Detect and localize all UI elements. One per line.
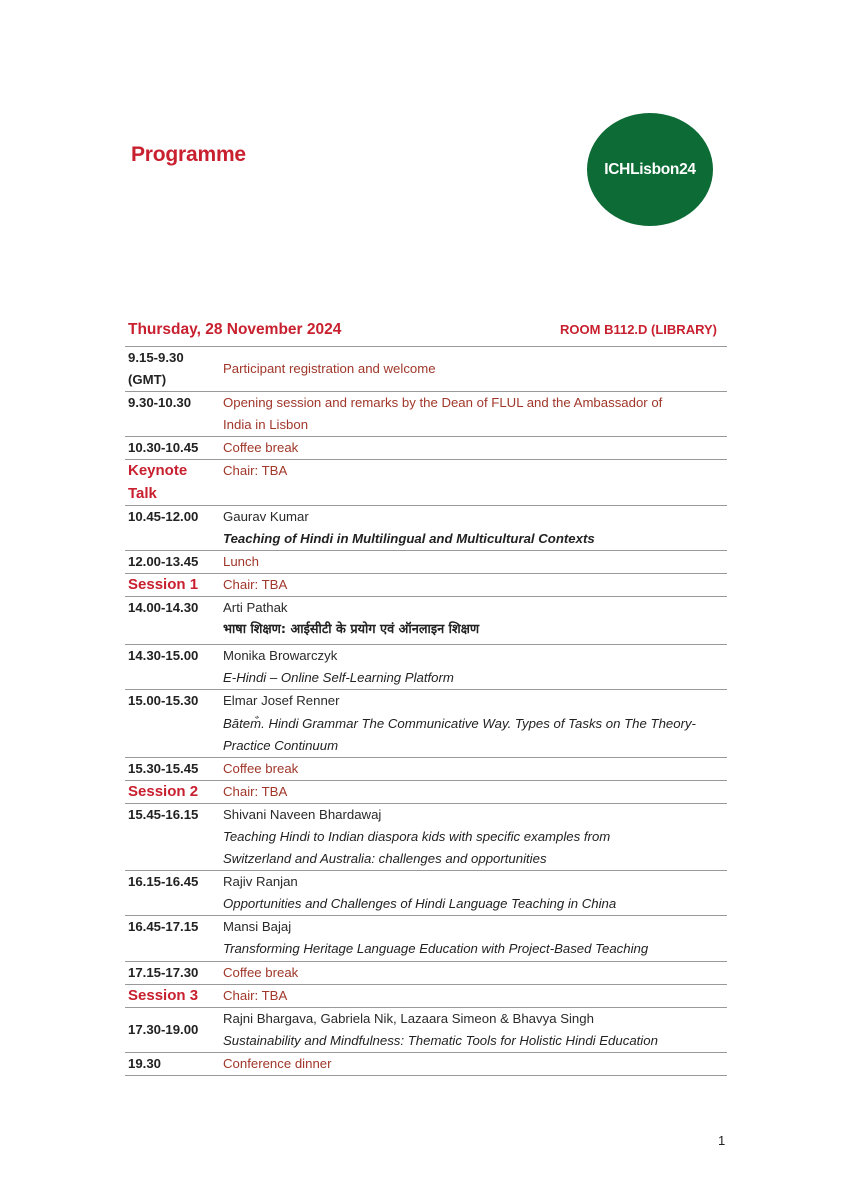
content-cell [219, 871, 727, 916]
talk-title: Bātem̐. Hindi Grammar The Communicative Way. Types of Tasks on The Theory- [223, 715, 696, 731]
time-cell: 19.30 [125, 1052, 219, 1075]
table-row [125, 505, 727, 550]
page-title: Programme [131, 143, 246, 166]
table-row [125, 573, 727, 596]
session-label: Keynote Talk [125, 460, 219, 505]
speaker-name: Elmar Josef Renner [223, 693, 340, 709]
talk-title: Practice Continuum [223, 737, 339, 753]
table-row [125, 780, 727, 803]
speaker-name: Shivani Naveen Bhardawaj [223, 806, 382, 822]
content-cell [219, 550, 727, 573]
day-title: Thursday, 28 November 2024 [128, 321, 342, 338]
chair-text: Chair: TBA [223, 987, 288, 1003]
content-cell [219, 460, 727, 505]
speaker-name: Rajni Bhargava, Gabriela Nik, Lazaara Simeon & Bhavya Singh [223, 1010, 594, 1026]
table-row [125, 1052, 727, 1075]
time-cell: 16.45-17.15 [125, 916, 219, 961]
talk-title: भाषा शिक्षण: आईसीटी के प्रयोग एवं ऑनलाइन शिक्षण [223, 622, 480, 638]
event-text: Opening session and remarks by the Dean of FLUL and the Ambassador of [223, 395, 663, 411]
content-cell [219, 347, 727, 392]
table-row [125, 961, 727, 984]
table-row [125, 916, 727, 961]
time-cell: 9.30-10.30 [125, 392, 219, 437]
talk-title: Transforming Heritage Language Education with Project-Based Teaching [223, 941, 649, 957]
content-cell [219, 1007, 727, 1052]
table-row [125, 690, 727, 757]
content-cell [219, 392, 727, 437]
table-row [125, 1007, 727, 1052]
table-row [125, 392, 727, 437]
table-row [125, 437, 727, 460]
event-text: Lunch [223, 553, 259, 569]
speaker-name: Gaurav Kumar [223, 508, 309, 524]
time-cell: 17.30-19.00 [125, 1007, 219, 1052]
table-row [125, 460, 727, 505]
content-cell [219, 690, 727, 757]
chair-text: Chair: TBA [223, 576, 288, 592]
table-row [125, 550, 727, 573]
table-row [125, 645, 727, 690]
table-row [125, 984, 727, 1007]
session-label: Session 3 [125, 984, 219, 1007]
content-cell [219, 780, 727, 803]
time-cell: 9.15-9.30 (GMT) [125, 347, 219, 392]
table-row [125, 757, 727, 780]
page-number: 1 [718, 1133, 726, 1148]
event-text: Coffee break [223, 760, 299, 776]
event-text: India in Lisbon [223, 417, 309, 433]
logo-text: ICHLisbon24 [604, 160, 696, 178]
speaker-name: Arti Pathak [223, 600, 288, 616]
room-label: ROOM B112.D (LIBRARY) [560, 322, 717, 337]
day-header [128, 321, 717, 339]
conference-logo [587, 113, 713, 226]
event-text: Coffee break [223, 964, 299, 980]
talk-title: Opportunities and Challenges of Hindi Language Teaching in China [223, 896, 617, 912]
time-cell: 10.45-12.00 [125, 505, 219, 550]
content-cell [219, 645, 727, 690]
chair-text: Chair: TBA [223, 783, 288, 799]
event-text: Coffee break [223, 440, 299, 456]
time-cell: 16.15-16.45 [125, 871, 219, 916]
time-cell: 15.00-15.30 [125, 690, 219, 757]
speaker-name: Monika Browarczyk [223, 648, 338, 664]
time-cell: 15.45-16.15 [125, 803, 219, 870]
content-cell [219, 597, 727, 645]
table-row [125, 597, 727, 645]
content-cell [219, 437, 727, 460]
time-cell: 14.30-15.00 [125, 645, 219, 690]
time-cell: 12.00-13.45 [125, 550, 219, 573]
table-row [125, 347, 727, 392]
content-cell [219, 1052, 727, 1075]
content-cell [219, 757, 727, 780]
time-cell: 15.30-15.45 [125, 757, 219, 780]
event-text: Conference dinner [223, 1055, 332, 1071]
content-cell [219, 916, 727, 961]
content-cell [219, 803, 727, 870]
talk-title: Switzerland and Australia: challenges and opportunities [223, 851, 547, 867]
talk-title: Sustainability and Mindfulness: Thematic Tools for Holistic Hindi Education [223, 1032, 658, 1048]
event-text: Participant registration and welcome [223, 361, 436, 377]
table-row [125, 871, 727, 916]
content-cell [219, 505, 727, 550]
content-cell [219, 573, 727, 596]
talk-title: Teaching Hindi to Indian diaspora kids with specific examples from [223, 828, 611, 844]
talk-title: E-Hindi – Online Self-Learning Platform [223, 670, 454, 686]
talk-title: Teaching of Hindi in Multilingual and Multicultural Contexts [223, 530, 595, 546]
speaker-name: Mansi Bajaj [223, 919, 292, 935]
content-cell [219, 984, 727, 1007]
session-label: Session 2 [125, 780, 219, 803]
content-cell [219, 961, 727, 984]
time-cell: 10.30-10.45 [125, 437, 219, 460]
chair-text: Chair: TBA [223, 463, 288, 479]
speaker-name: Rajiv Ranjan [223, 874, 298, 890]
programme-table [125, 346, 727, 1076]
session-label: Session 1 [125, 573, 219, 596]
time-cell: 17.15-17.30 [125, 961, 219, 984]
time-cell: 14.00-14.30 [125, 597, 219, 645]
table-row [125, 803, 727, 870]
